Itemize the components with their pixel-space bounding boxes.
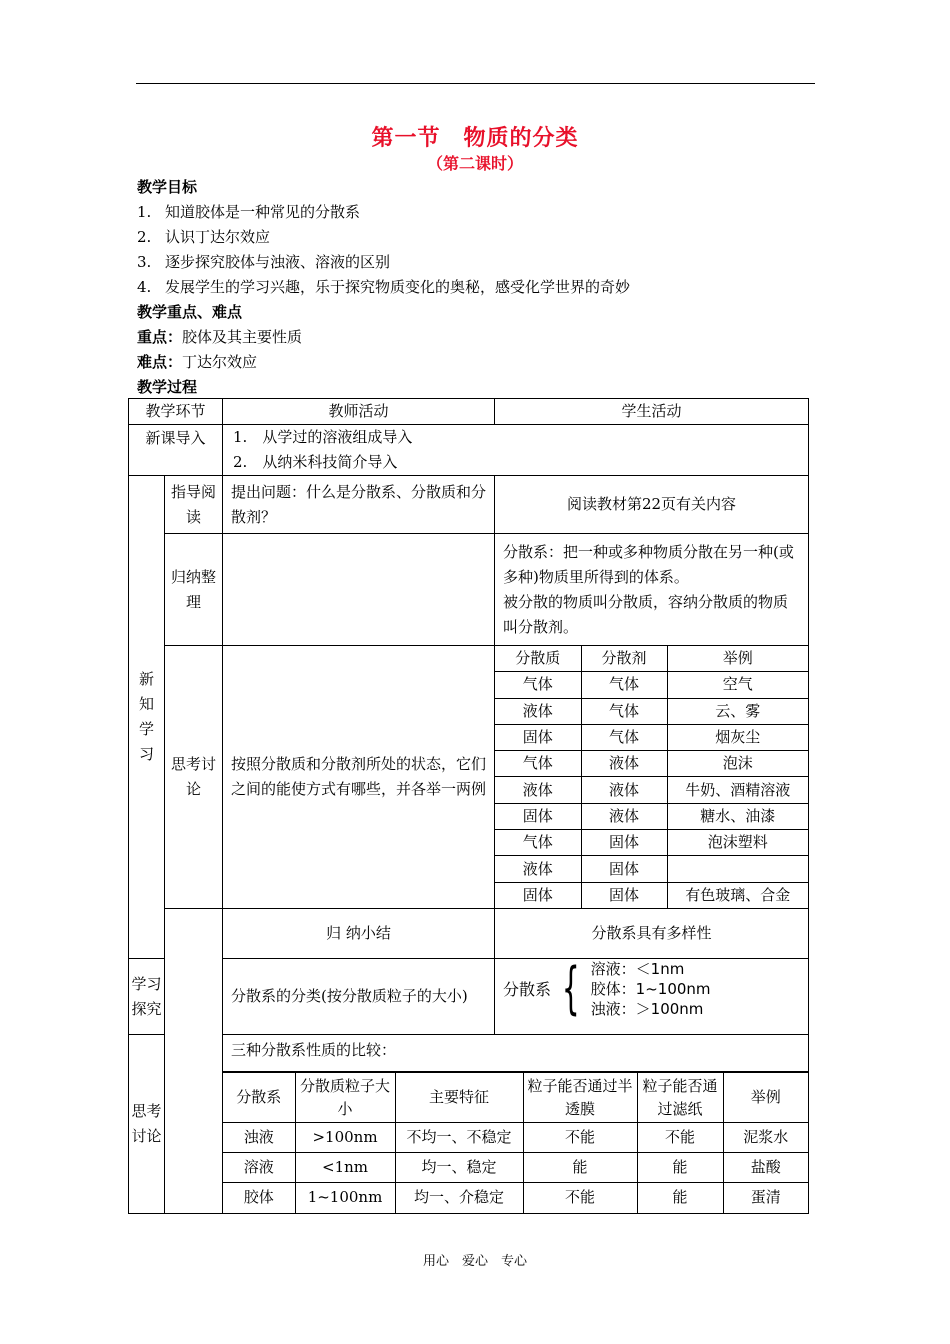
section-blank: [165, 909, 223, 1214]
keypoints-heading: 教学重点、难点: [137, 303, 243, 321]
table-row: 气体 固体 泡沫塑料: [495, 830, 808, 856]
intro-item: 1. 从学过的溶液组成导入: [233, 428, 413, 446]
goal-item: 3. 逐步探究胶体与浊液、溶液的区别: [137, 253, 391, 271]
table-row: 气体 液体 泡沫: [495, 751, 808, 777]
process-table: [128, 398, 809, 1214]
table-row: 胶体 1~100nm 均一、介稳定 不能 能 蛋清: [223, 1183, 808, 1213]
teacher-cell-empty: [223, 534, 495, 646]
difficult-point: 难点：丁达尔效应: [137, 353, 258, 371]
page-footer: 用心 爱心 专心: [422, 1254, 527, 1269]
state-table: [495, 646, 808, 908]
teacher-cell: 分散系的分类(按分散质粒子的大小): [223, 959, 495, 1035]
intro-item: 2. 从纳米科技简介导入: [233, 453, 398, 471]
summary-cell: 分散系具有多样性: [495, 909, 809, 959]
brace-item: 胶体：1~100nm: [590, 980, 711, 998]
teacher-cell: 按照分散质和分散剂所处的状态，它们之间的能使方式有哪些，并各举一两例: [223, 646, 495, 909]
comparison-cell: [223, 1035, 809, 1214]
table-row: 液体 液体 牛奶、酒精溶液: [495, 777, 808, 803]
table-row: 液体 固体: [495, 856, 808, 882]
stage-label: 思考讨论: [129, 1035, 165, 1214]
stage-label: 学习探究: [129, 959, 165, 1035]
goals-heading: 教学目标: [137, 178, 198, 196]
stage-label: 思考讨论: [165, 646, 223, 909]
student-cell: 分散系：把一种或多种物质分散在另一种(或多种)物质里所得到的体系。 被分散的物质叫分散质，容纳分散质的物质叫分散剂。: [495, 534, 809, 646]
table-row: 固体 固体 有色玻璃、合金: [495, 882, 808, 908]
comparison-caption: 三种分散系性质的比较：: [223, 1035, 808, 1072]
page-title: 第一节 物质的分类: [371, 126, 579, 151]
table-row: [129, 476, 809, 534]
brace-label: 分散系: [503, 979, 552, 999]
key-point: 重点：胶体及其主要性质: [137, 328, 303, 346]
header-rule: [136, 83, 815, 84]
brace-item: 溶液：＜1nm: [590, 960, 685, 978]
table-row: [129, 425, 809, 476]
table-row: 溶液 <1nm 均一、稳定 能 能 盐酸: [223, 1153, 808, 1183]
header-student: 学生活动: [495, 399, 809, 425]
student-cell: 阅读教材第22页有关内容: [495, 476, 809, 534]
table-header-row: [129, 399, 809, 425]
comparison-table: [223, 1072, 808, 1213]
stage-label: 归纳整理: [165, 534, 223, 646]
teacher-cell: 提出问题：什么是分散系、分散质和分散剂？: [223, 476, 495, 534]
table-row: 液体 气体 云、雾: [495, 698, 808, 724]
intro-items: [223, 425, 809, 476]
header-stage: 教学环节: [129, 399, 223, 425]
section-label: 新 知 学 习: [129, 476, 165, 959]
classification-diagram: [495, 956, 808, 1021]
header-teacher: 教师活动: [223, 399, 495, 425]
process-heading: 教学过程: [137, 378, 198, 396]
table-row: 固体 气体 烟灰尘: [495, 724, 808, 750]
table-row: 气体 气体 空气: [495, 672, 808, 698]
comparison-header-row: 分散系 分散质粒子大小 主要特征 粒子能否通过半透膜 粒子能否通过滤纸 举例: [223, 1073, 808, 1123]
table-row: [129, 959, 809, 1035]
table-row: [129, 534, 809, 646]
table-row: 浊液 >100nm 不均一、不稳定 不能 不能 泥浆水: [223, 1123, 808, 1153]
goal-item: 2. 认识丁达尔效应: [137, 228, 271, 246]
goal-item: 4. 发展学生的学习兴趣，乐于探究物质变化的奥秘，感受化学世界的奇妙: [137, 278, 631, 296]
page-subtitle: （第二课时）: [426, 154, 523, 173]
table-row: [129, 1035, 809, 1214]
goal-item: 1. 知道胶体是一种常见的分散系: [137, 203, 361, 221]
table-row: [129, 646, 809, 909]
brace-item: 浊液：＞100nm: [590, 1000, 704, 1018]
state-table-cell: [495, 646, 809, 909]
stage-label: 指导阅读: [165, 476, 223, 534]
stage-label: 归 纳小结: [223, 909, 495, 959]
intro-label: 新课导入: [129, 425, 223, 476]
brace-icon: {: [561, 956, 580, 1021]
state-header-row: 分散质 分散剂 举例: [495, 646, 808, 672]
classification-cell: [495, 956, 809, 1035]
table-row: [129, 909, 809, 959]
table-row: 固体 液体 糖水、油漆: [495, 803, 808, 829]
